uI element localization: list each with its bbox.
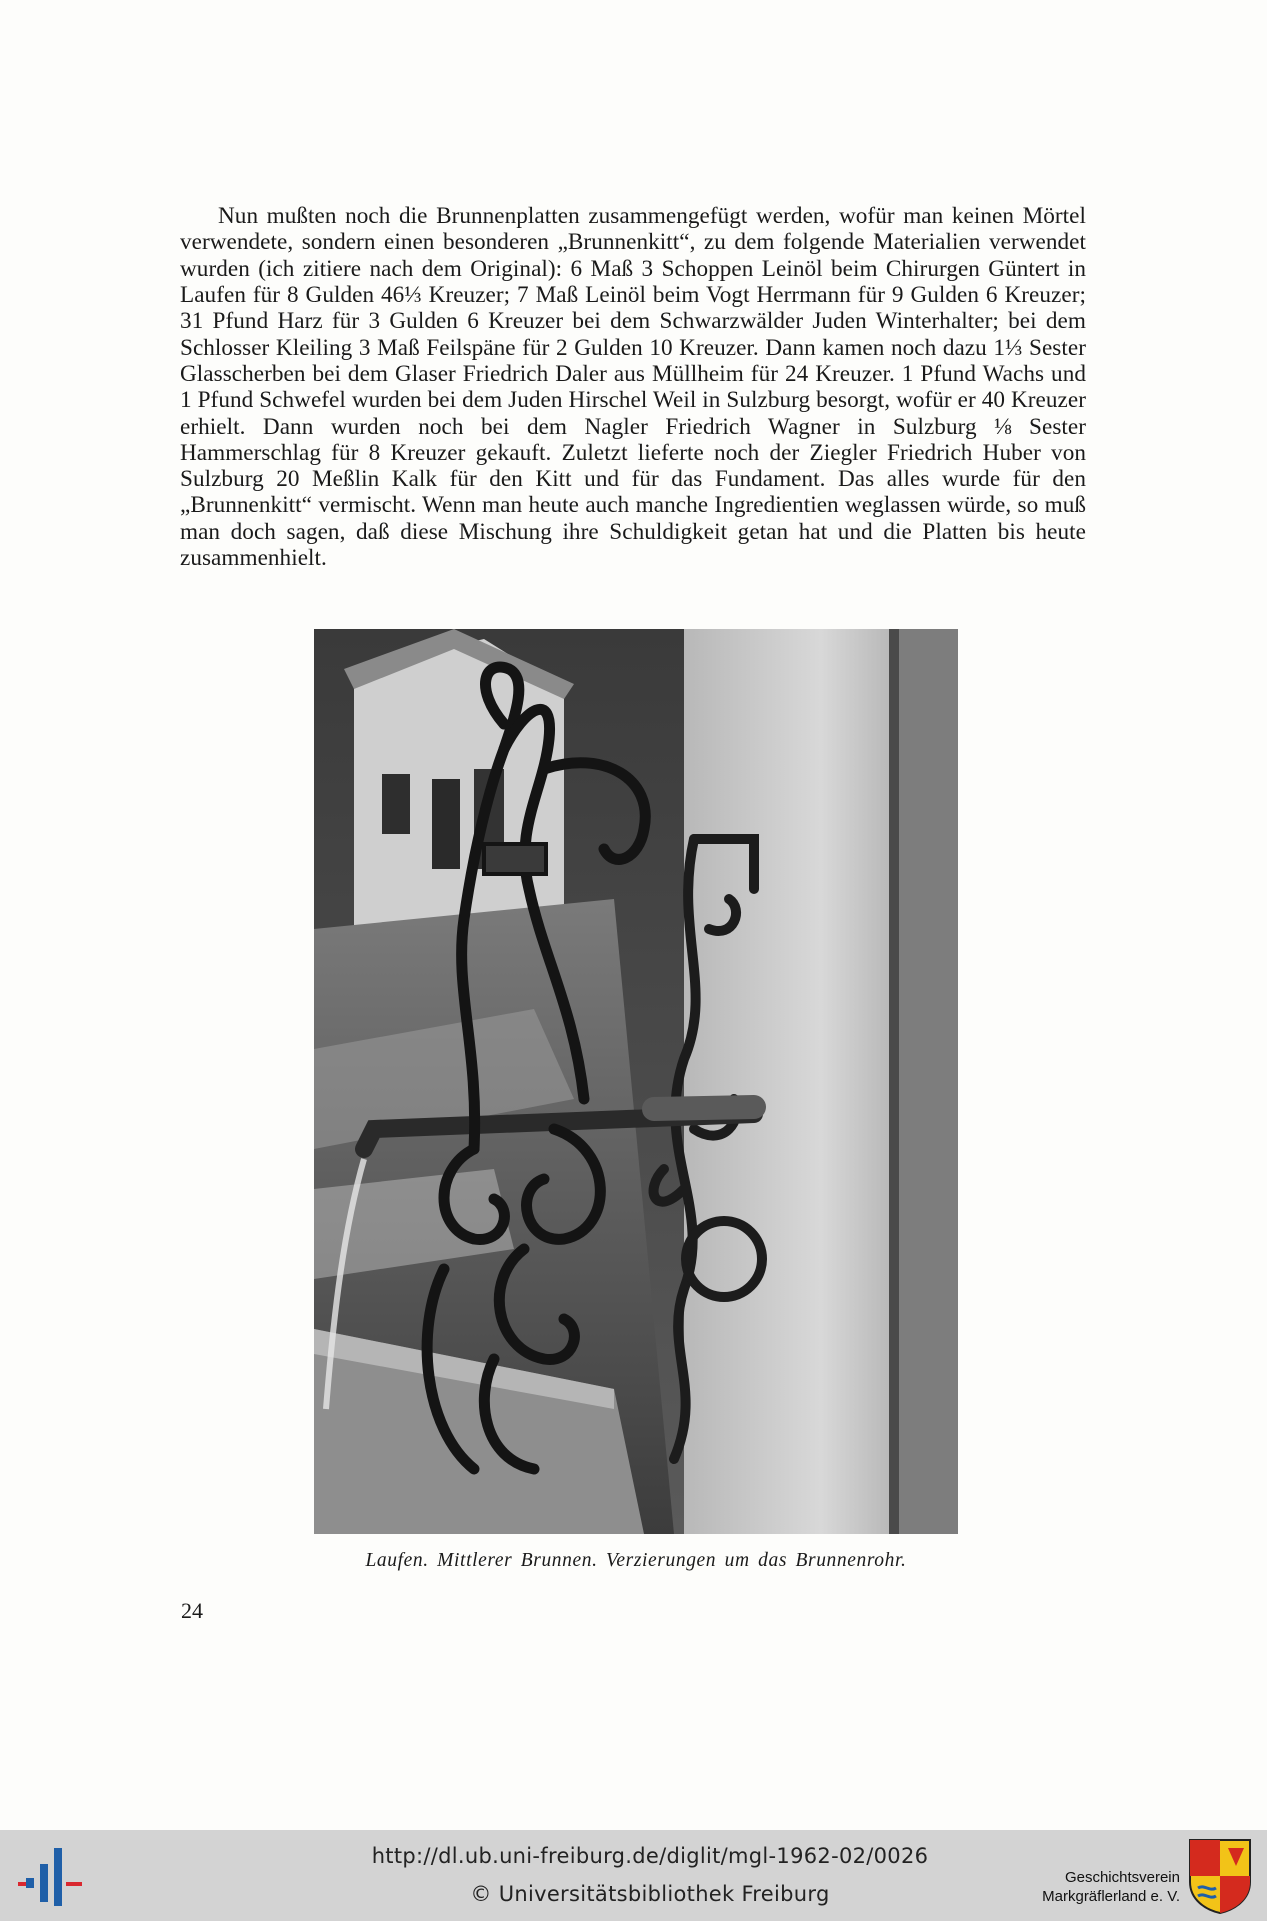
society-name [1010, 1868, 1180, 1906]
fountain-photo-drawing [314, 629, 958, 1534]
page-number: 24 [181, 1598, 203, 1623]
society-name-line2: Markgräflerland e. V. [1042, 1888, 1180, 1905]
coat-of-arms-icon [1188, 1838, 1252, 1914]
body-paragraph: Nun mußten noch die Brunnenplatten zusammengefügt werden, wofür man keinen Mörtel verwendete, sondern einen besonderen „Brunnenkitt“, zu dem folgende Materialien verwendet wurden (ich zitiere nach dem Original): 6 Maß 3 Schoppen Leinöl beim Chirurgen Güntert in Laufen für 8 Gulden 46⅓ Kreuzer; 7 Maß Leinöl beim Vogt Herrmann für 9 Gulden 6 Kreuzer; 31 Pfund Harz für 3 Gulden 6 Kreuzer bei dem Schwarzwälder Juden Winterhalter; bei dem Schlosser Kleiling 3 Maß Feilspäne für 2 Gulden 10 Kreuzer. Dann kamen noch dazu 1⅓ Sester Glasscherben bei dem Glaser Friedrich Daler aus Müllheim für 24 Kreuzer. 1 Pfund Wachs und 1 Pfund Schwefel wurden bei dem Juden Hirschel Weil in Sulzburg besorgt, wofür er 40 Kreuzer erhielt. Dann wurden noch bei dem Nagler Friedrich Wagner in Sulzburg ⅛ Sester Hammerschlag für 8 Kreuzer gekauft. Zuletzt lieferte noch der Ziegler Friedrich Huber von Sulzburg 20 Meßlin Kalk für den Kitt und für das Fundament. Das alles wurde für den „Brunnenkitt“ vermischt. Wenn man heute auch manche Ingredientien weglassen würde, so muß man doch sagen, daß diese Mischung ihre Schuldigkeit getan hat und die Platten bis heute zusammenhielt. [180, 203, 1086, 572]
society-name-line1: Geschichtsverein [1064, 1869, 1180, 1886]
copyright-notice: © Universitätsbibliothek Freiburg [470, 1882, 830, 1906]
document-url-link[interactable]: http://dl.ub.uni-freiburg.de/diglit/mgl-1962-02/0026 [371, 1844, 929, 1868]
photo-caption: Laufen. Mittlerer Brunnen. Verzierungen um das Brunnenrohr. [365, 1550, 907, 1571]
library-logo-icon [18, 1842, 88, 1912]
fountain-photo [314, 629, 958, 1534]
footer-bar [0, 1830, 1267, 1921]
